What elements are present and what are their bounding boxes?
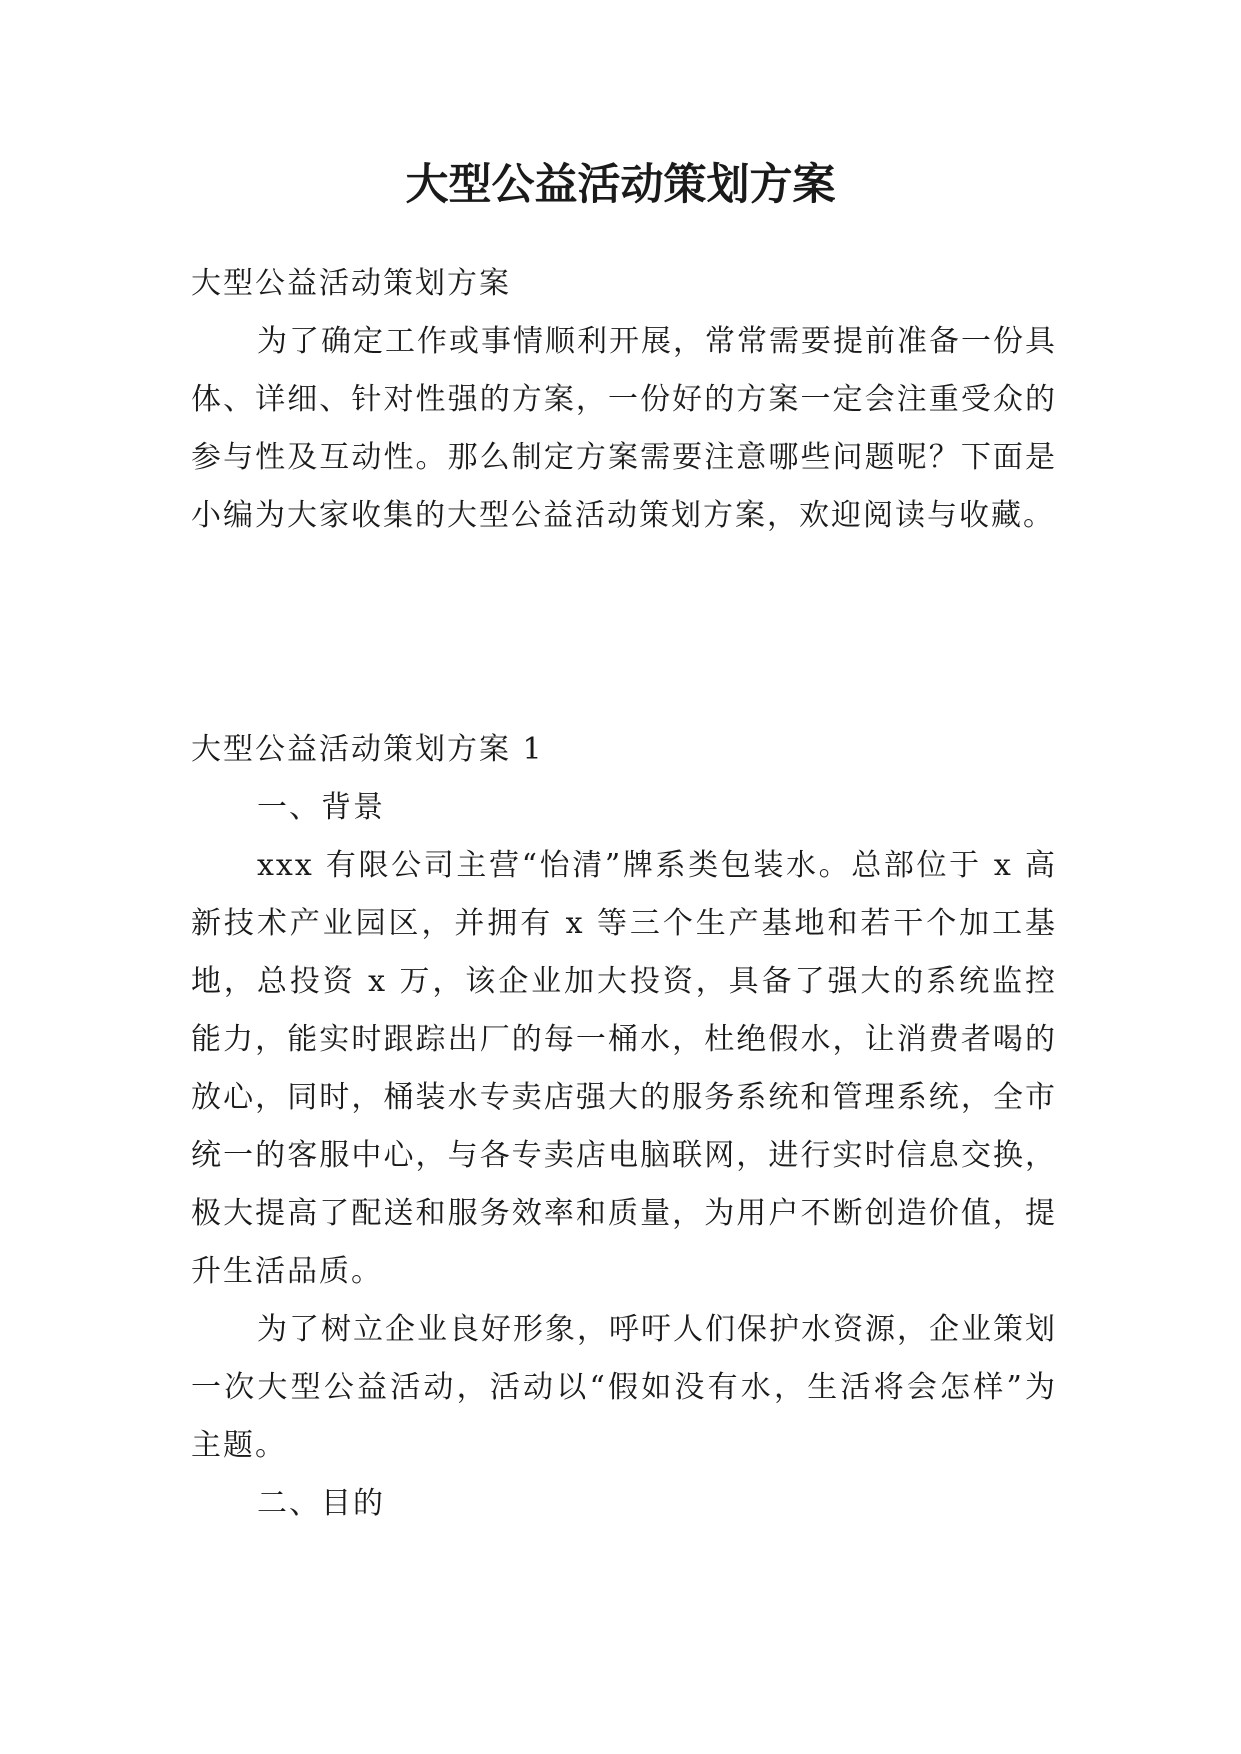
document-subtitle: 大型公益活动策划方案 [191, 266, 511, 301]
document-body [191, 255, 1057, 1533]
section-spacer [191, 545, 1057, 721]
section-title: 大型公益活动策划方案 1 [191, 732, 544, 767]
purpose-intro-paragraph: 为了树立企业良好形象，呼吁人们保护水资源，企业策划一次大型公益活动，活动以“假如没有水，生活将会怎样”为主题。 [191, 1312, 1057, 1463]
heading-background: 一、背景 [257, 790, 385, 825]
heading-purpose: 二、目的 [257, 1486, 385, 1521]
background-paragraph: xxx 有限公司主营“怡清”牌系类包装水。总部位于 x 高新技术产业园区，并拥有 x 等三个生产基地和若干个加工基地，总投资 x 万，该企业加大投资，具备了强大的系统监控能力，能实时跟踪出厂的每一桶水，杜绝假水，让消费者喝的放心，同时，桶装水专卖店强大的服务系统和管理系统，全市统一的客服中心，与各专卖店电脑联网，进行实时信息交换，极大提高了配送和服务效率和质量，为用户不断创造价值，提升生活品质。 [191, 848, 1057, 1289]
intro-paragraph: 为了确定工作或事情顺利开展，常常需要提前准备一份具体、详细、针对性强的方案，一份好的方案一定会注重受众的参与性及互动性。那么制定方案需要注意哪些问题呢？下面是小编为大家收集的大型公益活动策划方案，欢迎阅读与收藏。 [191, 324, 1057, 533]
document-title: 大型公益活动策划方案 [405, 160, 836, 210]
